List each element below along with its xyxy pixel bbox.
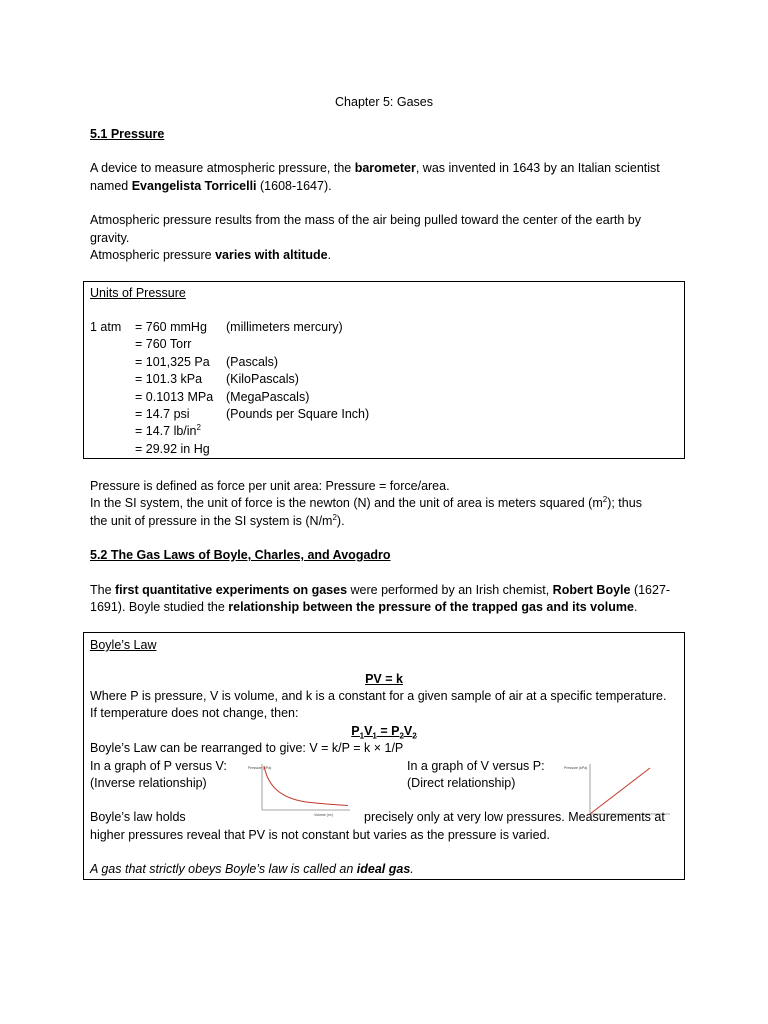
- equation-pv-k: PV = k: [365, 672, 403, 686]
- unit-value: = 760 mmHg: [135, 320, 207, 334]
- units-of-pressure-box: [83, 281, 685, 459]
- inverse-relationship-label: (Inverse relationship): [90, 776, 207, 790]
- text-segment: relationship between the pressure of the trapped gas and its volume: [228, 600, 634, 614]
- paragraph-gravity: gravity.: [90, 231, 130, 245]
- equation-p1v1-p2v2: $P_1V_1 = P_2V_2$: [351, 724, 417, 741]
- pressure-volume-graph: [246, 760, 354, 818]
- paragraph-boyle-intro: [90, 583, 670, 597]
- unit-value: = 0.1013 MPa: [135, 389, 214, 404]
- graph2-line: [590, 768, 650, 814]
- unit-description: (millimeters mercury): [226, 320, 343, 334]
- graph1-ylabel: Pressure (kPa): [248, 766, 272, 770]
- variables-definition: Where P is pressure, V is volume, and k is a constant for a given sample of air at a specific temperature.: [90, 689, 667, 703]
- graph2-ylabel: Pressure (kPa): [564, 766, 588, 770]
- paragraph-mass-of-air: Atmospheric pressure results from the mass of the air being pulled toward the center of the earth by: [90, 213, 641, 227]
- boyles-law-box: [83, 632, 685, 880]
- units-heading: Units of Pressure: [90, 286, 186, 300]
- si-force-line: In the SI system, the unit of force is the newton (N) and the unit of area is meters squared $(m^2)$; thus: [90, 494, 642, 510]
- rich-line: [90, 600, 637, 614]
- paragraph-barometer: [90, 161, 660, 175]
- direct-relationship-label: (Direct relationship): [407, 776, 516, 790]
- unit-description: (KiloPascals): [226, 372, 299, 387]
- unit-value: = 14.7 $lb/in^2$: [135, 423, 201, 439]
- low-pressure-clause: precisely only at very low pressures. Measurements at: [364, 810, 665, 824]
- text-segment: varies with altitude: [215, 248, 328, 262]
- unit-value: = 101.3 kPa: [135, 372, 203, 387]
- text-segment: named: [90, 179, 132, 193]
- text-segment: Robert Boyle: [552, 583, 631, 597]
- text-segment: Evangelista Torricelli: [131, 179, 257, 193]
- boyles-law-heading: Boyle’s Law: [90, 638, 157, 652]
- text-segment: .: [327, 248, 332, 262]
- pressure-definition: Pressure is defined as force per unit area: Pressure = force/area.: [90, 479, 450, 493]
- text-segment: , was invented in 1643 by an Italian scientist: [415, 161, 660, 175]
- text-segment: were performed by an Irish chemist,: [347, 583, 553, 597]
- text-segment: .: [633, 600, 638, 614]
- paragraph-altitude: [90, 248, 331, 262]
- p-versus-v-label: In a graph of P versus V:: [90, 759, 227, 773]
- rich-line: [90, 161, 660, 175]
- text-segment: first quantitative experiments on gases: [115, 583, 348, 597]
- boyles-law-holds: Boyle’s law holds: [90, 810, 186, 824]
- unit-description: (MegaPascals): [226, 389, 310, 404]
- unit-description: (Pascals): [226, 354, 279, 369]
- unit-description: (Pounds per Square Inch): [226, 407, 370, 421]
- rich-line: [90, 583, 670, 597]
- text-segment: The: [90, 583, 116, 597]
- temperature-condition: If temperature does not change, then:: [90, 706, 299, 720]
- ideal-gas-statement: A gas that strictly obeys Boyle’s law is called an ideal gas.: [90, 862, 414, 876]
- text-segment: 1691). Boyle studied the: [90, 600, 229, 614]
- unit-base: 1 atm: [90, 320, 122, 334]
- section-heading-5-1: 5.1 Pressure: [90, 127, 165, 141]
- si-pressure-line: the unit of pressure in the SI system is $(N/m^2)$.: [90, 512, 345, 528]
- text-segment: (1608-1647).: [256, 179, 332, 193]
- unit-value: = 101,325 Pa: [135, 354, 210, 369]
- inverse-curve-plot: [246, 760, 354, 818]
- graph1-xlabel: Volume (m³): [314, 813, 334, 817]
- rearranged-law: Boyle’s Law can be rearranged to give: V = k/P = k × 1/P: [90, 741, 404, 755]
- text-segment: A device to measure atmospheric pressure, the: [90, 161, 355, 175]
- text-segment: (1627-: [630, 583, 671, 597]
- v-versus-p-label: In a graph of V versus P:: [407, 759, 545, 773]
- page-title: Chapter 5: Gases: [335, 95, 433, 109]
- section-heading-5-2: 5.2 The Gas Laws of Boyle, Charles, and Avogadro: [90, 548, 391, 562]
- unit-value: = 760 Torr: [135, 337, 192, 352]
- text-segment: Atmospheric pressure: [90, 248, 216, 262]
- rich-line: [90, 179, 332, 193]
- unit-exponent: 2: [196, 423, 201, 433]
- paragraph-boyle-study: [90, 600, 637, 614]
- text-segment: barometer: [354, 161, 416, 175]
- unit-value: = 14.7 psi: [135, 407, 190, 421]
- graph1-curve: [264, 766, 348, 806]
- paragraph-torricelli: [90, 179, 332, 193]
- rich-line: [90, 248, 331, 262]
- higher-pressure-line: higher pressures reveal that PV is not constant but varies as the pressure is varied.: [90, 828, 550, 842]
- unit-value: = 29.92 in Hg: [135, 441, 210, 456]
